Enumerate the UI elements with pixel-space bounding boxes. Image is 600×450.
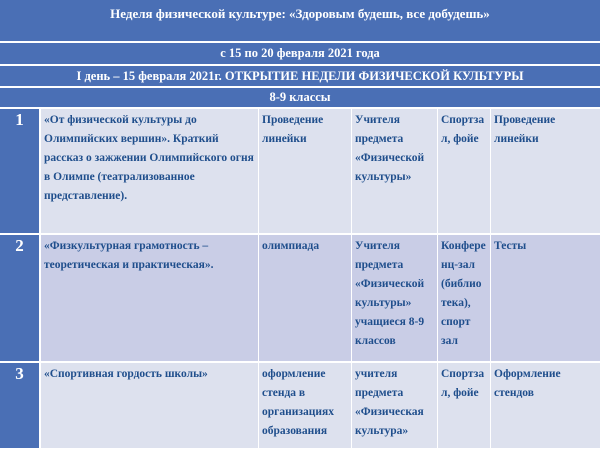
responsible-cell: Учителя предмета «Физической культуры» (352, 109, 438, 233)
result-cell: Проведение линейки (491, 109, 600, 233)
place-line: тека), (441, 297, 471, 309)
grade-heading: 8-9 классы (0, 88, 600, 109)
place-line: (библио (441, 278, 482, 290)
responsible-cell: Учителя предмета «Физической культуры» учащиеся 8-9 классов (352, 235, 438, 361)
place-line: Конфере (441, 240, 486, 252)
result-cell: Тесты (491, 235, 600, 361)
place-cell (438, 363, 491, 448)
place-line: нц-зал (441, 259, 476, 271)
place-line: зал (441, 335, 458, 347)
form-cell: олимпиада (259, 235, 352, 361)
table-row (0, 363, 600, 450)
place-cell (438, 235, 491, 361)
row-number: 3 (0, 363, 41, 448)
row-number: 2 (0, 235, 41, 361)
event-cell: «Физкультурная грамотность – теоретическая и практическая». (41, 235, 259, 361)
responsible-cell: учителя предмета «Физическая культура» (352, 363, 438, 448)
form-cell: оформление стенда в организациях образования (259, 363, 352, 448)
place-line: л, фойе (441, 133, 479, 145)
form-cell: Проведение линейки (259, 109, 352, 233)
place-cell (438, 109, 491, 233)
date-range: с 15 по 20 февраля 2021 года (0, 43, 600, 66)
page-title: Неделя физической культуре: «Здоровым будешь, все добудешь» (0, 0, 600, 43)
event-cell: «Спортивная гордость школы» (41, 363, 259, 448)
place-line: Спортза (441, 114, 485, 126)
place-line: спорт (441, 316, 471, 328)
place-line: л, фойе (441, 387, 479, 399)
row-number: 1 (0, 109, 41, 233)
day-heading: I день – 15 февраля 2021г. ОТКРЫТИЕ НЕДЕЛИ ФИЗИЧЕСКОЙ КУЛЬТУРЫ (0, 66, 600, 88)
event-cell: «От физической культуры до Олимпийских вершин». Краткий рассказ о зажжении Олимпийского огня в Олимпе (театрализованное представление). (41, 109, 259, 233)
table-row (0, 235, 600, 363)
result-cell: Оформление стендов (491, 363, 600, 448)
place-line: Спортза (441, 368, 485, 380)
table-row (0, 109, 600, 235)
